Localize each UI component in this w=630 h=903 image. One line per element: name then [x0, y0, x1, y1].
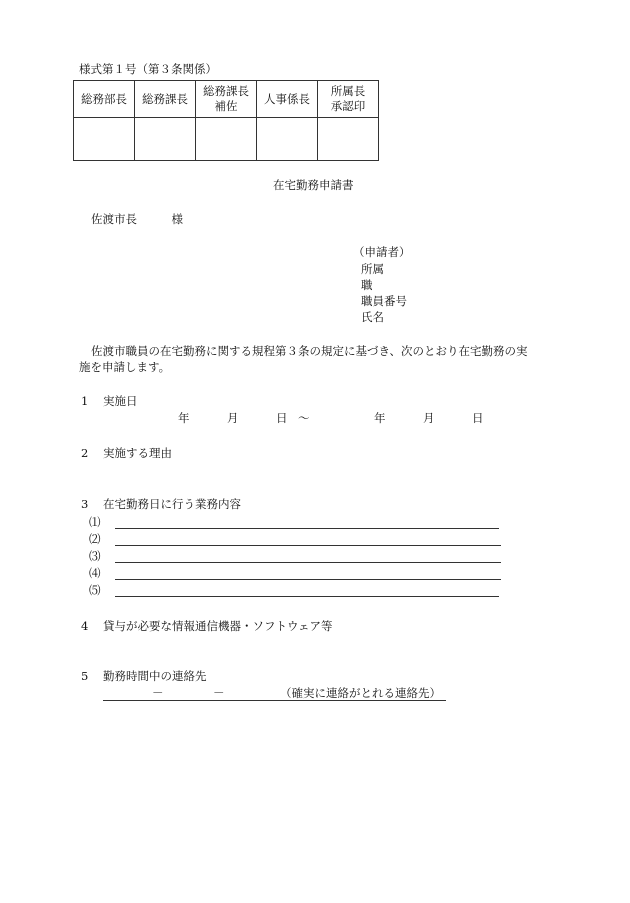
applicant-field-employee-number: 職員番号	[361, 294, 407, 308]
section-label-equipment: 貸与が必要な情報通信機器・ソフトウェア等	[103, 619, 333, 633]
applicant-field-position: 職	[361, 278, 373, 292]
section-label-tasks: 在宅勤務日に行う業務内容	[103, 497, 241, 511]
task-entry-line[interactable]	[115, 528, 499, 529]
section-number: 3	[81, 497, 89, 511]
approval-header-general-affairs-manager: 総務課長	[135, 81, 196, 118]
task-entry-line[interactable]	[115, 596, 499, 597]
section-label-reason: 実施する理由	[103, 446, 172, 460]
date-year: 年	[178, 411, 190, 425]
contact-note: （確実に連絡がとれる連絡先）	[280, 686, 441, 700]
task-item-number: ⑸	[89, 583, 101, 597]
approval-header-department-head: 所属長 承認印	[318, 81, 379, 118]
task-item-number: ⑵	[89, 532, 101, 546]
stamp-cell[interactable]	[135, 118, 196, 161]
applicant-label: （申請者）	[353, 245, 411, 259]
stamp-cell[interactable]	[196, 118, 257, 161]
stamp-cell[interactable]	[74, 118, 135, 161]
body-text-line: 佐渡市職員の在宅勤務に関する規程第３条の規定に基づき、次のとおり在宅勤務の実	[91, 344, 528, 358]
section-number: 2	[81, 446, 89, 460]
body-text-line: 施を申請します。	[79, 360, 171, 374]
stamp-cell[interactable]	[318, 118, 379, 161]
date-range-tilde: ～	[298, 411, 310, 425]
approval-header-assistant-manager: 総務課長 補佐	[196, 81, 257, 118]
date-month: 月	[227, 411, 239, 425]
stamp-cell[interactable]	[257, 118, 318, 161]
section-number: 1	[81, 394, 89, 408]
document-title: 在宅勤務申請書	[273, 178, 354, 192]
task-item-number: ⑷	[89, 566, 101, 580]
date-day: 日	[472, 411, 484, 425]
approval-table	[73, 80, 379, 161]
approval-header-row	[74, 81, 379, 118]
task-entry-line[interactable]	[115, 579, 501, 580]
task-item-number: ⑶	[89, 549, 101, 563]
section-label-contact: 勤務時間中の連絡先	[103, 669, 207, 683]
applicant-field-affiliation: 所属	[361, 262, 384, 276]
contact-dash: －	[152, 686, 164, 700]
section-label-date: 実施日	[103, 394, 138, 408]
task-entry-line[interactable]	[115, 562, 501, 563]
contact-dash: －	[213, 686, 225, 700]
approval-header-general-affairs-director: 総務部長	[74, 81, 135, 118]
section-number: 5	[81, 669, 89, 683]
task-item-number: ⑴	[89, 515, 101, 529]
date-month: 月	[423, 411, 435, 425]
contact-entry-line[interactable]	[103, 700, 446, 701]
applicant-field-name: 氏名	[361, 310, 384, 324]
approval-stamp-row	[74, 118, 379, 161]
task-entry-line[interactable]	[115, 545, 501, 546]
date-day: 日	[276, 411, 288, 425]
date-year: 年	[374, 411, 386, 425]
addressee: 佐渡市長 様	[91, 212, 183, 226]
section-number: 4	[81, 619, 89, 633]
form-number: 様式第１号（第３条関係）	[79, 62, 217, 76]
approval-header-personnel-chief: 人事係長	[257, 81, 318, 118]
